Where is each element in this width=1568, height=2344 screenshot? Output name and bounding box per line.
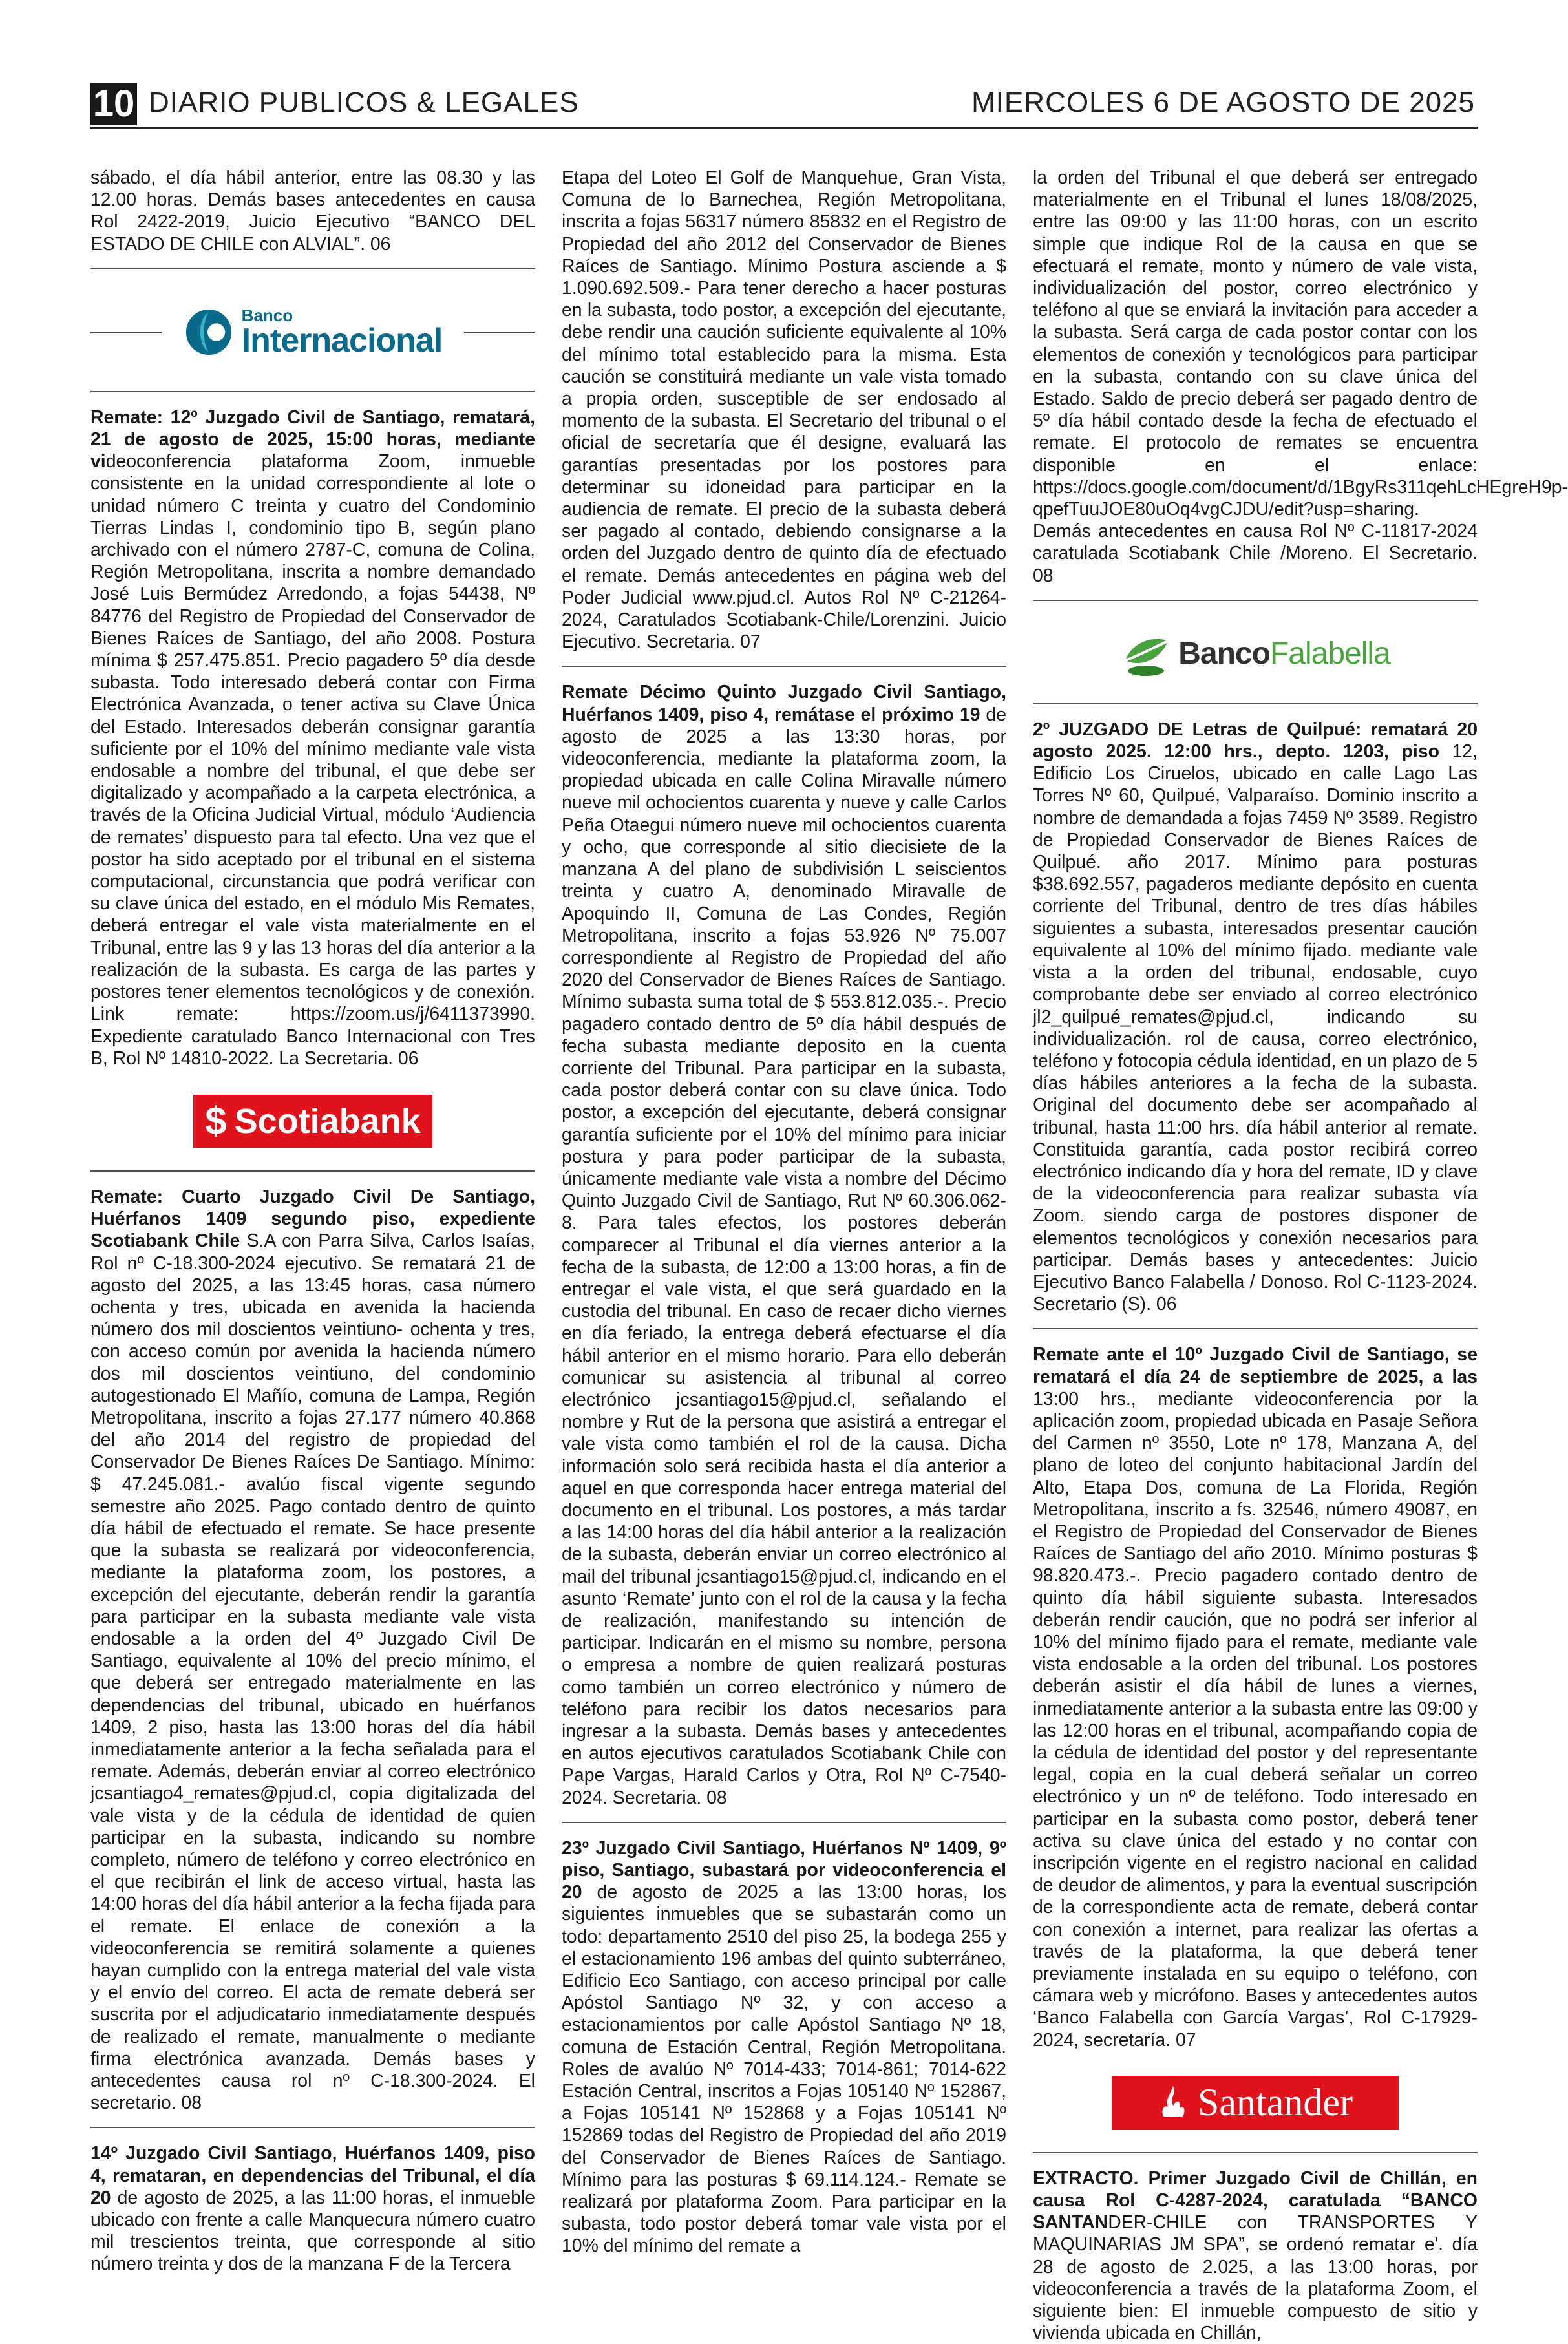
divider xyxy=(1033,600,1478,601)
issue-date: MIERCOLES 6 DE AGOSTO DE 2025 xyxy=(971,87,1475,118)
page-header xyxy=(90,78,1478,129)
legal-notice: 14º Juzgado Civil Santiago, Huérfanos 1409, piso 4, remataran, en dependencias del Tribunal, el día 20 de agosto de 2025, a las 11:00 horas, el inmueble ubicado con frente a calle Manquecura número cuatro mil trescientos treinta, que corresponde al sitio número treinta y dos de la manzana F de la Tercera xyxy=(90,2143,535,2275)
legal-notice: Remate: 12º Juzgado Civil de Santiago, rematará, 21 de agosto de 2025, 15:00 horas, mediante videoconferencia plataforma Zoom, inmueble consistente en la unidad correspondiente al lote o unidad número C treinta y cuatro del Condominio Tierras Lindas I, condominio tipo B, según plano archivado con el número 2787-C, comuna de Colina, Región Metropolitana, inscrita a nombre demandado José Luis Bermúdez Arredondo, a fojas 54438, Nº 84776 del Registro de Propiedad del Conservador de Bienes Raíces de Santiago, del año 2008. Postura mínima $ 257.475.851. Precio pagadero 5º día desde subasta. Todo interesado deberá contar con Firma Electrónica Avanzada, o tener activa su Clave Única del Estado. Interesados deberán consignar garantía suficiente por el 10% del mínimo mediante vale vista endosable a nombre del tribunal, el que debe ser digitalizado y acompañado a la carpeta electrónica, a través de la Oficina Judicial Virtual, módulo ‘Audiencia de remates’ dispuesto para tal efecto. Una vez que el postor ha sido aceptado por el tribunal en el sistema computacional, circunstancia que podrá verificar con su clave única del estado, en el módulo Mis Remates, deberá entregar el vale vista materialmente en el Tribunal, entre las 9 y las 13 horas del día anterior a la realización de la subasta. Es carga de las partes y postores tener elementos tecnológicos y de conexión. Link remate: https://zoom.us/j/6411373990. Expediente caratulado Banco Internacional con Tres B, Rol Nº 14810-2022. La Secretaria. 06 xyxy=(90,407,535,1069)
divider xyxy=(90,2127,535,2128)
page-number: 10 xyxy=(90,83,137,125)
santander-flame-icon xyxy=(1158,2085,1189,2121)
column-1 xyxy=(90,167,535,2275)
santander-logo: Santander xyxy=(1033,2064,1478,2142)
column-2 xyxy=(562,167,1006,2257)
legal-notice: 2º JUZGADO DE Letras de Quilpué: rematará 20 agosto 2025. 12:00 hrs., depto. 1203, piso 12, Edificio Los Ciruelos, ubicado en calle Lago Las Torres Nº 60, Quilpué, Valparaíso. Dominio inscrito a nombre de demandada a fojas 7459 Nº 3589. Registro de Propiedad Conservador de Bienes Raíces de Quilpué. año 2017. Mínimo para posturas $38.692.557, pagaderos mediante depósito en cuenta corriente del Tribunal, dentro de tres días hábiles siguientes a subasta, interesados presentar caución equivalente al 10% del mínimo fijado. mediante vale vista a la orden del tribunal, endosable, cuyo comprobante debe ser enviado al correo electrónico jl2_quilpué_remates@pjud.cl, indicando su individualización. rol de causa, correo electrónico, teléfono y fotocopia cédula identidad, en un plazo de 5 días hábiles anteriores a la fecha de la subasta. Original del documento debe ser acompañado al tribunal, hasta 11:00 hrs. día hábil anterior al remate. Constituida garantía, cada postor recibirá correo electrónico indicando día y hora del remate, ID y clave de la videoconferencia para realizar subasta vía Zoom. siendo carga de postores disponer de elementos tecnológicos y conexión necesarios para participar. Demás bases y antecedentes: Juicio Ejecutivo Banco Falabella / Donoso. Rol C-1123-2024. Secretario (S). 06 xyxy=(1033,719,1478,1315)
divider xyxy=(1033,1328,1478,1329)
legal-notice: EXTRACTO. Primer Juzgado Civil de Chillán, en causa Rol C-4287-2024, caratulada “BANCO SANTANDER-CHILE con TRANSPORTES Y MAQUINARIAS JM SPA”, se ordenó rematar e'. día 28 de agosto de 2.025, a las 13:00 horas, por videoconferencia a través de la plataforma Zoom, el siguiente bien: El inmueble compuesto de sitio y vivienda ubicada en Chillán, xyxy=(1033,2168,1478,2344)
legal-notice: Etapa del Loteo El Golf de Manquehue, Gran Vista, Comuna de lo Barnechea, Región Metropolitana, inscrita a fojas 56317 número 85832 en el Registro de Propiedad del año 2012 del Conservador de Bienes Raíces de Santiago. Mínimo Postura asciende a $ 1.090.692.509.- Para tener derecho a hacer posturas en la subasta, todo postor, a excepción del ejecutante, debe rendir una caución suficiente equivalente al 10% del mínimo total establecido para la misma. Esta caución se constituirá mediante un vale vista tomado a propia orden, susceptible de ser endosado al momento de la subasta. El Secretario del tribunal o el oficial de secretaría que él designe, evaluará las garantías presentadas por los postores para determinar su idoneidad para participar en la audiencia de remate. El precio de la subasta deberá ser pagado al contado, debiendo consignarse a la orden del Juzgado dentro de quinto día de efectuado el remate. Demás antecedentes en página web del Poder Judicial www.pjud.cl. Autos Rol Nº C-21264-2024, Caratulados Scotiabank-Chile/Lorenzini. Juicio Ejecutivo. Secretaria. 07 xyxy=(562,167,1006,653)
divider xyxy=(1033,2152,1478,2153)
scotiabank-s-icon: $ xyxy=(205,1099,227,1143)
divider xyxy=(90,391,535,392)
banco-falabella-logo: BancoFalabella xyxy=(1033,615,1478,693)
legal-notice: 23º Juzgado Civil Santiago, Huérfanos Nº 1409, 9º piso, Santiago, subastará por videoconferencia el 20 de agosto de 2025 a las 13:00 horas, los siguientes inmuebles que se subastarán como un todo: departamento 2510 del piso 25, la bodega 255 y el estacionamiento 196 ambas del quinto subterráneo, Edificio Eco Santiago, con acceso principal por calle Apóstol Santiago Nº 32, y con acceso a estacionamientos por calle Apóstol Santiago Nº 18, comuna de Estación Central, Región Metropolitana. Roles de avalúo Nº 7014-433; 7014-861; 7014-622 Estación Central, inscritos a Fojas 105140 Nº 152867, a Fojas 105141 Nº 152868 y a Fojas 105141 Nº 152869 todas del Registro de Propiedad del año 2019 del Conservador de Bienes Raíces de Santiago. Mínimo para las posturas $ 69.114.124.- Remate se realizará por plataforma Zoom. Para participar en la subasta, todo postor deberá tomar vale vista por el 10% del mínimo del remate a xyxy=(562,1837,1006,2257)
section-title: DIARIO PUBLICOS & LEGALES xyxy=(149,87,579,118)
divider xyxy=(1033,703,1478,704)
legal-notice: la orden del Tribunal el que deberá ser entregado materialmente en el Tribunal el lunes 18/08/2025, entre las 09:00 y las 11:00 horas, con un escrito simple que indique Rol de la causa en que se efectuará el remate, monto y número de vale vista, individualización del postor, correo electrónico y teléfono al que se enviará la invitación para acceder a la subasta. Será carga de cada postor contar con los elementos de conexión y tecnológicos para participar en la subasta, contando con su clave única del Estado. Saldo de precio deberá ser pagado dentro de 5º día hábil contado desde la fecha de efectuado el remate. El protocolo de remates se encuentra disponible en el enlace: https://docs.google.com/document/d/1BgyRs311qehLcHEgreH9p-qpefTuuJOE80uOq4vgCJDU/edit?usp=sharing. Demás antecedentes en causa Rol Nº C-11817-2024 caratulada Scotiabank Chile /Moreno. El Secretario. 08 xyxy=(1033,167,1568,586)
legal-notice: Remate ante el 10º Juzgado Civil de Santiago, se rematará el día 24 de septiembre de 2025, a las 13:00 hrs., mediante videoconferencia por la aplicación zoom, propiedad ubicada en Pasaje Señora del Carmen nº 3550, Lote nº 178, Manzana A, del plano de loteo del conjunto habitacional Jardín del Alto, Etapa Dos, comuna de La Florida, Región Metropolitana, inscrito a fs. 32546, número 49087, en el Registro de Propiedad del Conservador de Bienes Raíces de Santiago del año 2010. Mínimo posturas $ 98.820.473.-. Precio pagadero contado dentro de quinto día hábil siguiente subasta. Interesados deberán rendir caución, que no podrá ser inferior al 10% del mínimo fijado para el remate, mediante vale vista endosable a la orden del tribunal. Los postores deberán asistir el día hábil de lunes a viernes, inmediatamente anterior a la subasta entre las 09:00 y las 12:00 horas en el tribunal, acompañando copia de la cédula de identidad del postor y del representante legal, copia en la cual deberá señalar un correo electrónico y un nº de teléfono. Todo interesado en participar en la subasta como postor, deberá tener activa su clave única del estado y no contar con inscripción vigente en el registro nacional en calidad de deudor de alimentos, y para la eventual suscripción de la correspondiente acta de remate, deberá contar con conexión a internet, para realizar las ofertas a través de la plataforma, la que deberá tener previamente instalada en su equipo o teléfono, con cámara web y micrófono. Bases y antecedentes autos ‘Banco Falabella con García Vargas’, Rol C-17929-2024, secretaría. 07 xyxy=(1033,1344,1478,2051)
banco-internacional-logo: Banco Internacional xyxy=(90,284,535,381)
divider xyxy=(562,1822,1006,1823)
banco-internacional-mark-icon xyxy=(184,307,234,357)
falabella-leaf-icon xyxy=(1120,628,1172,680)
column-3 xyxy=(1033,167,1568,2344)
divider xyxy=(562,666,1006,667)
legal-notice: sábado, el día hábil anterior, entre las 08.30 y las 12.00 horas. Demás bases antecedentes en causa Rol 2422-2019, Juicio Ejecutivo “BANCO DEL ESTADO DE CHILE con ALVIAL”. 06 xyxy=(90,167,535,255)
legal-notice: Remate: Cuarto Juzgado Civil De Santiago, Huérfanos 1409 segundo piso, expediente Scotiabank Chile S.A con Parra Silva, Carlos Isaías, Rol nº C-18.300-2024 ejecutivo. Se rematará 21 de agosto del 2025, a las 13:45 horas, casa número ochenta y tres, ubicada en avenida la hacienda número dos mil doscientos veintiuno- ochenta y tres, con acceso común por avenida la hacienda número dos mil doscientos veintiuno, del condominio autogestionado El Mañío, comuna de Lampa, Región Metropolitana, inscrito a fojas 27.177 número 40.868 del año 2014 del registro de propiedad del Conservador De Bienes Raíces De Santiago. Mínimo: $ 47.245.081.- avalúo fiscal vigente segundo semestre año 2025. Pago contado dentro de quinto día hábil de efectuado el remate. Se hace presente que la subasta se realizará por videoconferencia, mediante la plataforma zoom, los postores, a excepción del ejecutante, deberán rendir la garantía para participar en la subasta mediante vale vista endosable a la orden del 4º Juzgado Civil De Santiago, equivalente al 10% del precio mínimo, el que deberá ser entregado materialmente en las dependencias del tribunal, ubicado en huérfanos 1409, 2 piso, hasta las 13:00 horas del día hábil inmediatamente anterior a la fecha señalada para el remate. Además, deberán enviar al correo electrónico jcsantiago4_remates@pjud.cl, copia digitalizada del vale vista y de la cédula de identidad de quien participar en la subasta, indicando su nombre completo, número de teléfono y correo electrónico en el que recibirán el link de acceso virtual, hasta las 14:00 horas del día hábil anterior a la fecha fijada para el remate. El enlace de conexión a la videoconferencia se remitirá solamente a quienes hayan cumplido con la entrega material del vale vista y el envío del correo. El acta de remate deberá ser suscrita por el adjudicatario inmediatamente después de realizado el remate, manualmente o mediante firma electrónica avanzada. Demás bases y antecedentes causa rol nº C-18.300-2024. El secretario. 08 xyxy=(90,1186,535,2114)
legal-notice: Remate Décimo Quinto Juzgado Civil Santiago, Huérfanos 1409, piso 4, remátase el próximo 19 de agosto de 2025 a las 13:30 horas, por videoconferencia, mediante la plataforma zoom, la propiedad ubicada en calle Colina Miravalle número nueve mil ochocientos cuarenta y nueve y calle Carlos Peña Otaegui número nueve mil ochocientos cuarenta y ocho, que corresponde al sitio diecisiete de la manzana A del plano de subdivisión L seiscientos treinta y cuatro A, denominado Miravalle de Apoquindo II, Comuna de Las Condes, Región Metropolitana, inscrito a fojas 53.926 Nº 75.007 correspondiente al Registro de Propiedad del año 2020 del Conservador de Bienes Raíces de Santiago. Mínimo subasta suma total de $ 553.812.035.-. Precio pagadero contado dentro de 5º día hábil después de fecha subasta mediante deposito en la cuenta corriente del Tribunal. Para participar en la subasta, cada postor deberá contar con su clave única. Todo postor, a excepción del ejecutante, deberá consignar garantía suficiente por el 10% del mínimo para iniciar postura y para poder participar de la subasta, únicamente mediante vale vista a nombre del Décimo Quinto Juzgado Civil de Santiago, Rut Nº 60.306.062-8. Para tales efectos, los postores deberán comparecer al Tribunal el día viernes anterior a la fecha de la subasta, de 12:00 a 13:00 horas, a fin de entregar el vale vista, el que será guardado en la custodia del tribunal. En caso de recaer dicho viernes en día feriado, la entrega deberá efectuarse el día hábil anterior en el mismo horario. Para ello deberán comunicar su asistencia al tribunal al correo electrónico jcsantiago15@pjud.cl, señalando el nombre y Rut de la persona que asistirá a entregar el vale vista como también el rol de la causa. Dicha información solo será recibida hasta el día anterior a aquel en que corresponda hacer entrega material del documento en el tribunal. Los postores, a más tardar a las 14:00 horas del día hábil anterior a la realización de la subasta, deberán enviar un correo electrónico al mail del tribunal jcsantiago15@pjud.cl, indicando en el asunto ‘Remate’ junto con el rol de la causa y la fecha de realización, manifestando su intención de participar. Indicarán en el mismo su nombre, persona o empresa a nombre de quien realizará posturas como también un correo electrónico y número de teléfono para recibir los datos necesarios para ingresar a la subasta. Demás bases y antecedentes en autos ejecutivos caratulados Scotiabank Chile con Pape Vargas, Harald Carlos y Otra, Rol Nº C-7540-2024. Secretaria. 08 xyxy=(562,682,1006,1808)
divider xyxy=(90,268,535,269)
divider xyxy=(90,1170,535,1172)
scotiabank-logo: $ Scotiabank xyxy=(90,1082,535,1160)
